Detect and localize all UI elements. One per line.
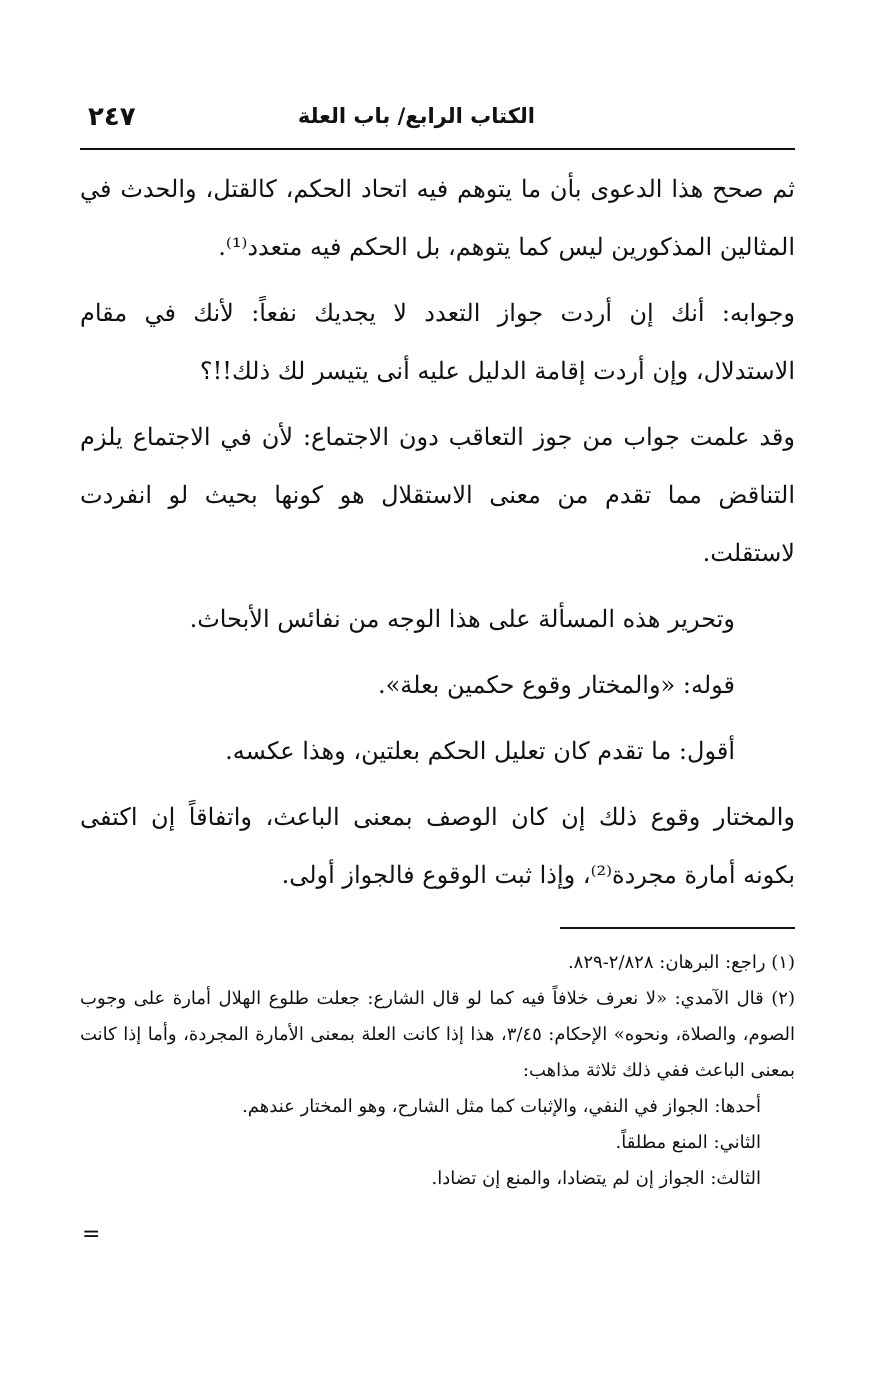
footnote: (٢) قال الآمدي: «لا نعرف خلافاً فيه كما لو قال الشارع: جعلت طلوع الهلال أمارة على وجوب الصوم، والصلاة، ونحوه» الإحكام: ٣/٤٥، هذا إذا كانت العلة بمعنى الأمارة المجردة، وأما إذا كانت بمعنى الباعث ففي ذلك ثلاثة مذاهب: bbox=[80, 988, 796, 1081]
footnote-line: الثالث: الجواز إن لم يتضادا، والمنع إن تضادا. bbox=[431, 1168, 761, 1189]
page-number: ٢٤٧ bbox=[88, 102, 136, 132]
paragraph: وقد علمت جواب من جوز التعاقب دون الاجتماع: لأن في الاجتماع يلزم التناقض مما تقدم من معنى الاستقلال هو كونها بحيث لو انفردت لاستقلت. bbox=[80, 423, 795, 567]
footnotes bbox=[80, 945, 795, 1197]
paragraph: ثم صحح هذا الدعوى بأن ما يتوهم فيه اتحاد الحكم، كالقتل، والحدث في المثالين المذكورين ليس كما يتوهم، بل الحكم فيه متعدد⁽¹⁾. bbox=[80, 175, 795, 261]
footnote-line: الثاني: المنع مطلقاً. bbox=[615, 1132, 761, 1153]
footnote-line: أحدها: الجواز في النفي، والإثبات كما مثل الشارح، وهو المختار عندهم. bbox=[242, 1096, 761, 1117]
paragraph: وتحرير هذه المسألة على هذا الوجه من نفائس الأبحاث. bbox=[189, 605, 735, 633]
running-header bbox=[80, 100, 795, 140]
paragraph: أقول: ما تقدم كان تعليل الحكم بعلتين، وهذا عكسه. bbox=[225, 737, 735, 765]
header-divider bbox=[80, 148, 795, 150]
footnote: (١) راجع: البرهان: ٢/٨٢٨-٨٢٩. bbox=[567, 952, 795, 973]
paragraph: قوله: «والمختار وقوع حكمين بعلة». bbox=[377, 671, 735, 699]
paragraph: وجوابه: أنك إن أردت جواز التعدد لا يجديك نفعاً: لأنك في مقام الاستدلال، وإن أردت إقامة الدليل عليه أنى يتيسر لك ذلك!!؟ bbox=[80, 299, 795, 385]
paragraph: والمختار وقوع ذلك إن كان الوصف بمعنى الباعث، واتفاقاً إن اكتفى بكونه أمارة مجردة⁽²⁾، وإذا ثبت الوقوع فالجواز أولى. bbox=[80, 803, 795, 889]
main-text bbox=[80, 160, 795, 912]
header-title: الكتاب الرابع/ باب العلة bbox=[297, 104, 535, 128]
footnote-divider bbox=[560, 927, 795, 929]
continuation-mark: = bbox=[82, 1222, 101, 1247]
